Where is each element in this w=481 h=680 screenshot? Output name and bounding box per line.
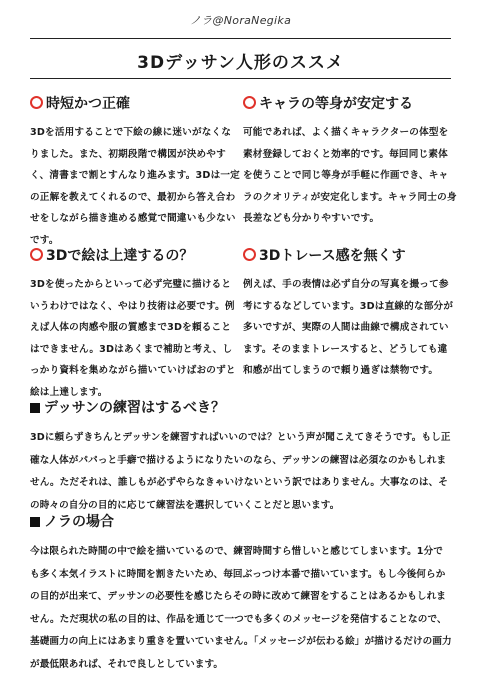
section-body: 3Dを使ったからといって必ず完璧に描けるというわけではなく、やはり技術は必要です。例えば人体の肉感や服の質感まで3Dを頼ることはできません。3Dはあくまで補助と考え、しっかり資料を集めながら描いていけばおのずと絵は上達します。 [30,279,236,398]
red-circle-icon [30,96,43,109]
section-body: 3Dに頼らずきちんとデッサンを練習すればいいのでは？という声が聞こえてきそうです。もし正確な人体がパパっと手癖で描けるようになりたいのなら、デッサンの練習は必須なのかもしれません。ただそれは、誰しもが必ずやらなきゃいけないという訳ではありません。大事なのは、その時々の自分の目的に応じて練習法を選択していくことだと思います。 [30,432,451,511]
author-handle: ノラ@NoraNegika [189,14,292,27]
header-bottom-rule [30,78,451,79]
section-heading: ノラの場合 [30,511,452,533]
section-proportion [243,94,457,230]
section-improvement [30,246,240,403]
section-time-saving [30,94,240,251]
section-practice [30,397,452,517]
page-title: 3Dデッサン人形のススメ [137,53,344,73]
section-heading: 3Dトレース感を無くす [243,246,457,266]
section-body: 可能であれば、よく描くキャラクターの体型を素材登録しておくと効率的です。毎回同じ素体を使うことで同じ等身が手軽に作画でき、キャラのクオリティが安定化します。キャラ同士の身長差なども分かりやすいです。 [243,127,457,224]
red-circle-icon [243,96,256,109]
section-nora [30,511,452,676]
section-heading: 時短かつ正確 [30,94,240,114]
section-trace [243,246,457,382]
section-body: 例えば、手の表情は必ず自分の写真を撮って参考にするなどしています。3Dは直線的な部分が多いですが、実際の人間は曲線で構成されています。そのままトレースすると、どうしても違和感が出てしまうので頼り過ぎは禁物です。 [243,279,454,376]
section-body: 今は限られた時間の中で絵を描いているので、練習時間すら惜しいと感じてしまいます。1分でも多く本気イラストに時間を割きたいため、毎回ぶっつけ本番で描いています。もし今後何らかの目的が出来て、デッサンの必要性を感じたらその時に改めて練習をすることはあるかもしれません。ただ現状の私の目的は、作品を通じて一つでも多くのメッセージを発信することなので、基礎画力の向上にはあまり重きを置いていません。「メッセージが伝わる絵」が描けるだけの画力が最低限あれば、それで良しとしています。 [30,546,452,670]
red-circle-icon [30,248,43,261]
section-heading: 3Dで絵は上達するの？ [30,246,240,266]
section-body: 3Dを活用することで下絵の線に迷いがなくなりました。また、初期段階で構図が決めやすく、清書まで割とすんなり進みます。3Dは一定の正解を教えてくれるので、最初から答え合わせをしながら描き進める感覚で間違いも少ないです。 [30,127,240,246]
section-heading: デッサンの練習はするべき？ [30,397,452,419]
square-bullet-icon [30,403,40,413]
section-heading: キャラの等身が安定する [243,94,457,114]
red-circle-icon [243,248,256,261]
square-bullet-icon [30,517,40,527]
header-top-rule [30,38,451,39]
